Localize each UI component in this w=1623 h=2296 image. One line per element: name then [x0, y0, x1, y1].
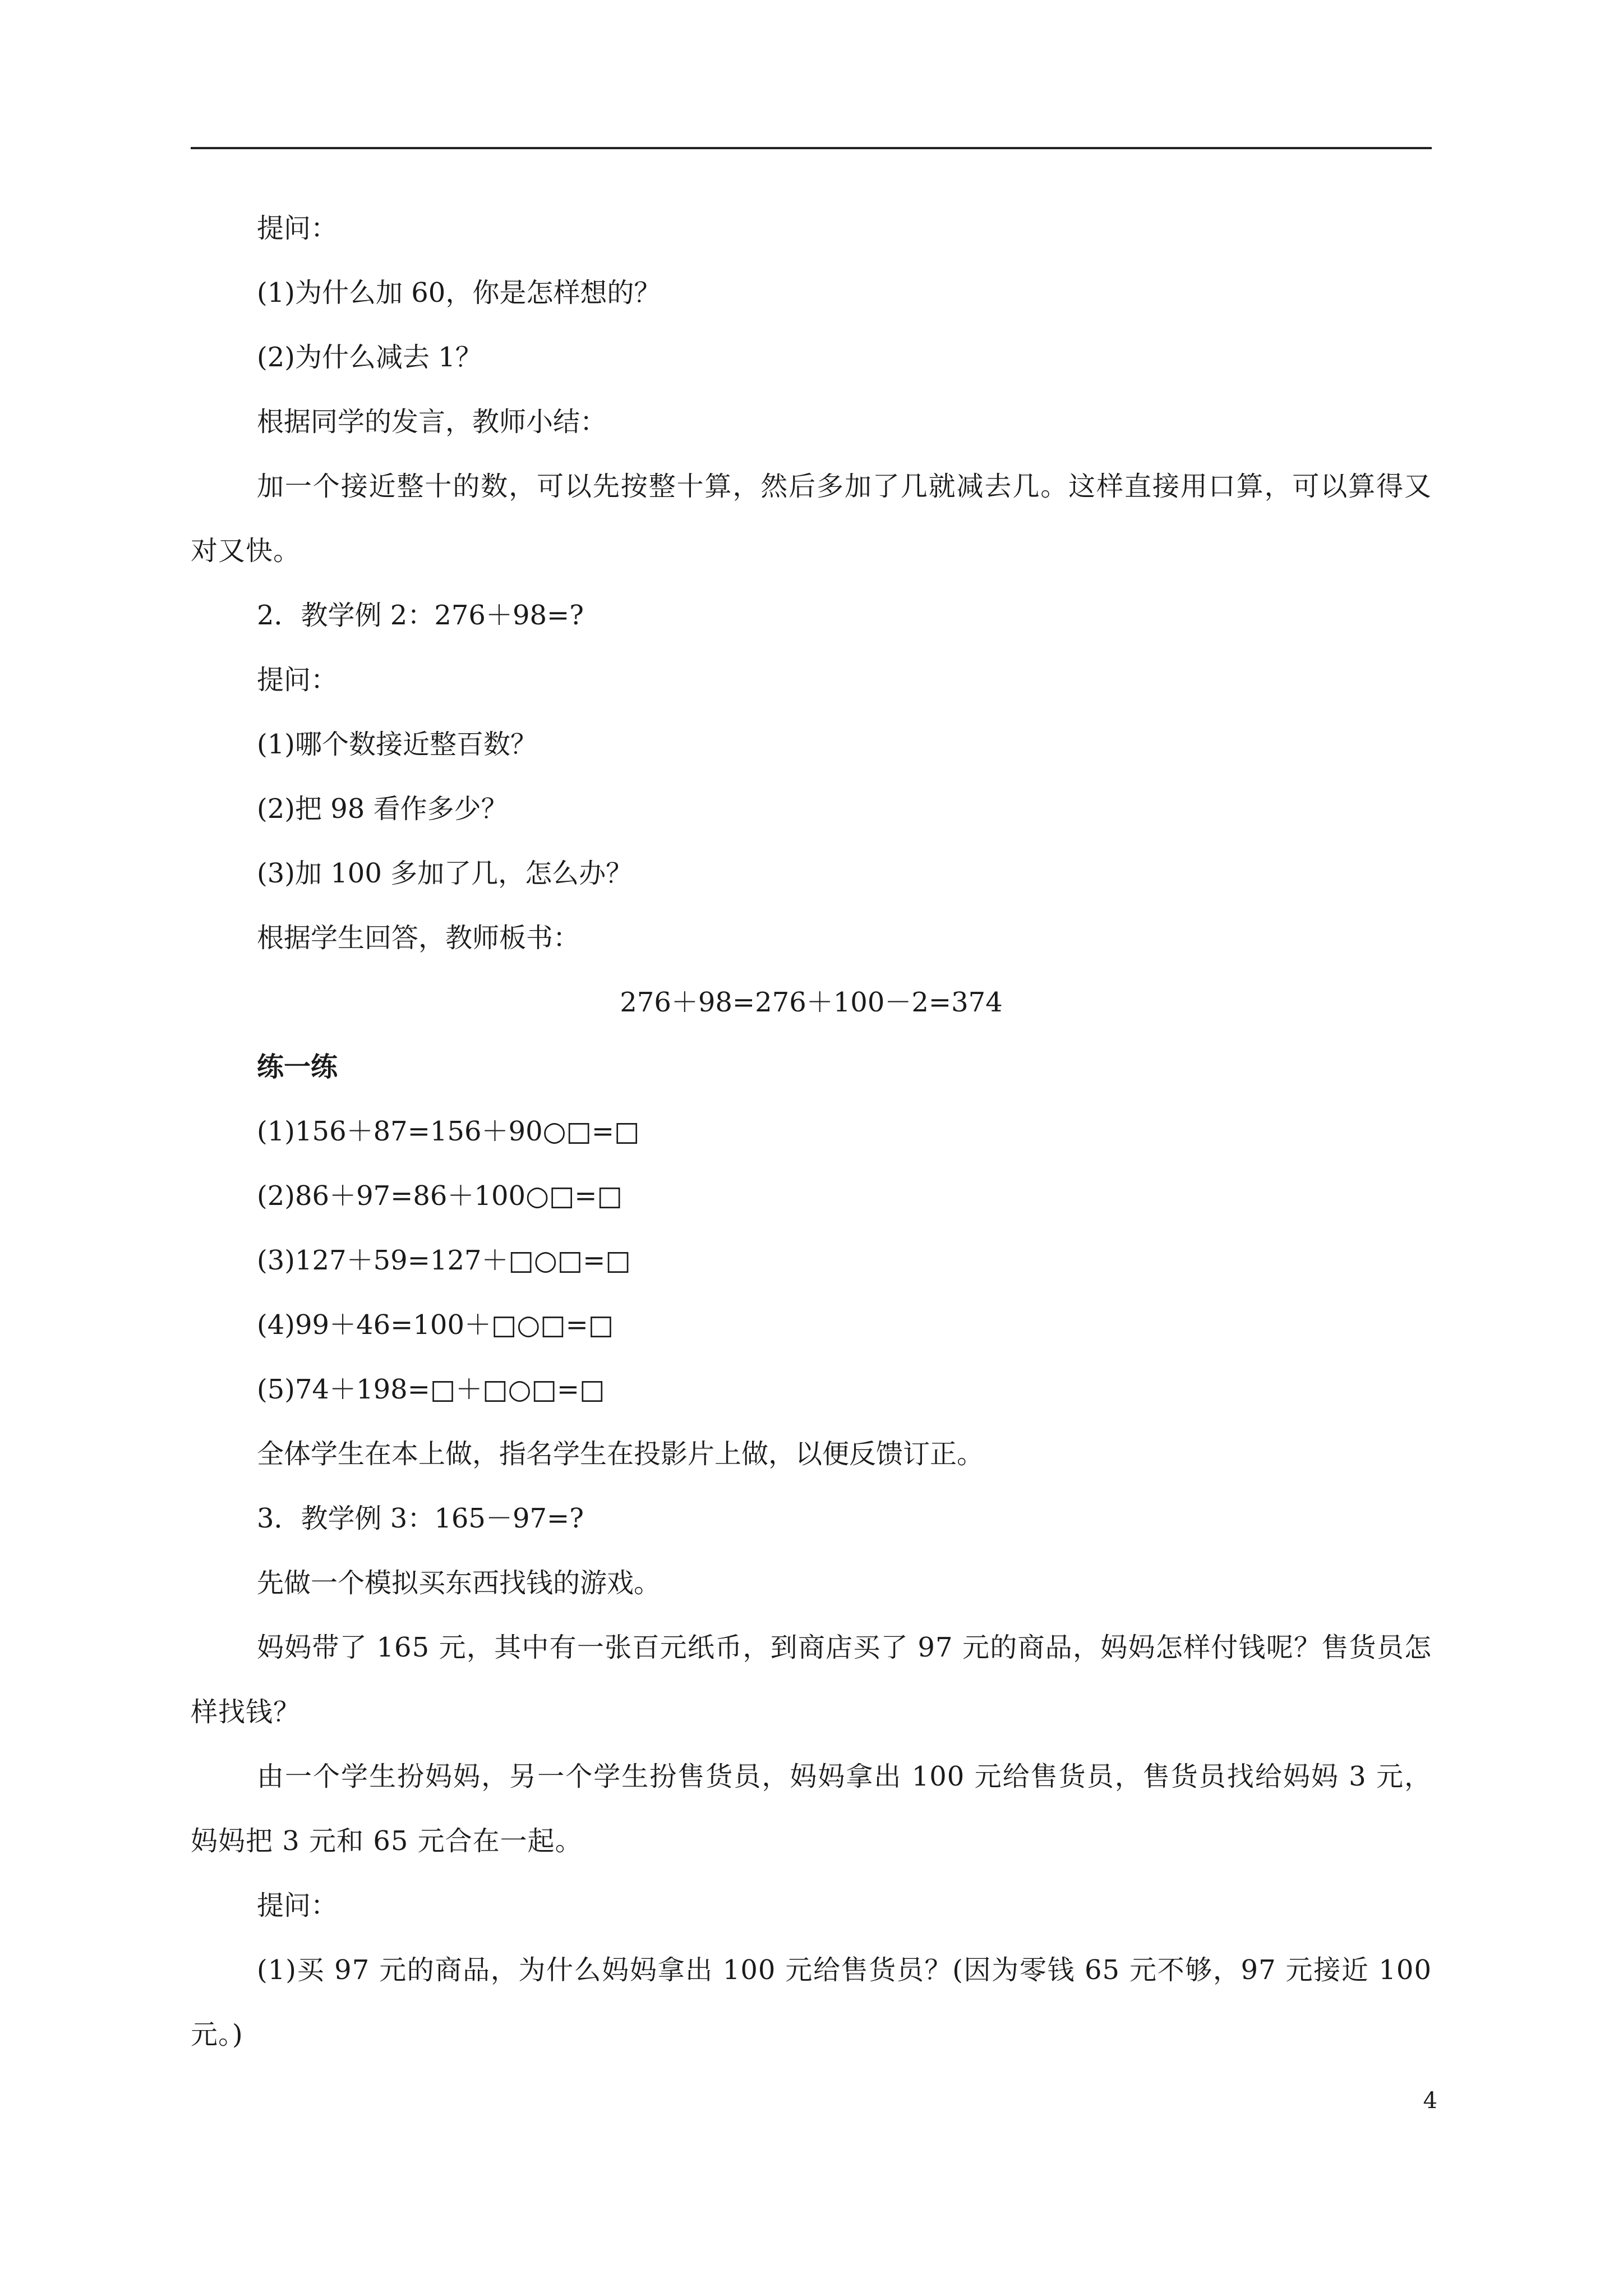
page-content	[191, 196, 1432, 2067]
practice-title: 练一练	[257, 1051, 338, 1083]
board-equation: 276＋98=276＋100－2=374	[620, 987, 1003, 1018]
story-paragraph: 妈妈带了 165 元，其中有一张百元纸币，到商店买了 97 元的商品，妈妈怎样付钱呢？售货员怎样找钱？	[191, 1632, 1432, 1728]
practice-item: (5)74＋198=□＋□○□=□	[257, 1374, 605, 1405]
question-heading: 提问：	[257, 213, 338, 244]
question-paragraph: (1)买 97 元的商品，为什么妈妈拿出 100 元给售货员？(因为零钱 65 元不够，97 元接近 100 元。)	[191, 1954, 1432, 2050]
header-rule	[191, 147, 1432, 149]
practice-note: 全体学生在本上做，指名学生在投影片上做，以便反馈订正。	[257, 1438, 984, 1470]
question-item: (2)把 98 看作多少？	[257, 793, 508, 825]
game-intro: 先做一个模拟买东西找钱的游戏。	[257, 1567, 661, 1599]
practice-item: (4)99＋46=100＋□○□=□	[257, 1309, 614, 1341]
question-item: (3)加 100 多加了几，怎么办？	[257, 858, 633, 889]
summary-paragraph: 加一个接近整十的数，可以先按整十算，然后多加了几就减去几。这样直接用口算，可以算得又对又快。	[191, 471, 1432, 567]
board-intro: 根据学生回答，教师板书：	[257, 922, 580, 954]
story-paragraph: 由一个学生扮妈妈，另一个学生扮售货员，妈妈拿出 100 元给售货员，售货员找给妈妈 3 元，妈妈把 3 元和 65 元合在一起。	[191, 1761, 1432, 1857]
practice-item: (1)156＋87=156＋90○□=□	[257, 1116, 640, 1147]
example-title: 3．教学例 3：165－97=?	[257, 1503, 584, 1534]
page-number: 4	[1423, 2088, 1437, 2114]
question-heading: 提问：	[257, 1890, 338, 1921]
example-title: 2．教学例 2：276＋98=?	[257, 600, 584, 631]
practice-item: (3)127＋59=127＋□○□=□	[257, 1245, 631, 1276]
question-item: (1)为什么加 60，你是怎样想的？	[257, 277, 661, 309]
question-heading: 提问：	[257, 664, 338, 696]
question-item: (1)哪个数接近整百数？	[257, 729, 537, 760]
summary-intro: 根据同学的发言，教师小结：	[257, 406, 607, 438]
practice-item: (2)86＋97=86＋100○□=□	[257, 1180, 623, 1212]
question-item: (2)为什么减去 1？	[257, 342, 482, 373]
